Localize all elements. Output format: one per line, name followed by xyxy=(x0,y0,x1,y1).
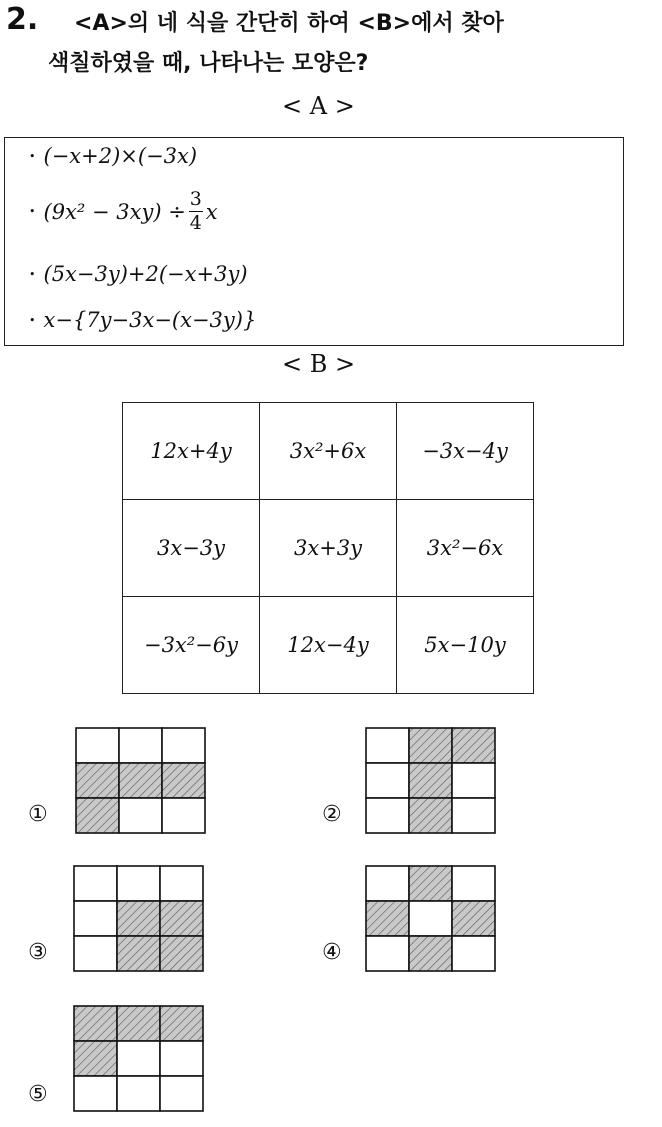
bullet: • xyxy=(29,267,36,281)
shaded-cell xyxy=(452,901,495,936)
shaded-cell xyxy=(452,728,495,763)
blank-cell xyxy=(162,798,205,833)
shaded-cell xyxy=(117,936,160,971)
option-1-label: ① xyxy=(28,802,48,827)
expression-2 xyxy=(29,190,218,233)
shaded-cell xyxy=(366,901,409,936)
bullet: • xyxy=(29,313,36,327)
shaded-cell xyxy=(74,1006,117,1041)
blank-cell xyxy=(366,936,409,971)
grid-cell: −3x−4y xyxy=(397,403,534,500)
grid-cell: 3x²−6x xyxy=(397,500,534,597)
shaded-cell xyxy=(119,763,162,798)
shaded-cell xyxy=(409,728,452,763)
shaded-cell xyxy=(117,1006,160,1041)
blank-cell xyxy=(76,728,119,763)
shaded-cell xyxy=(74,1041,117,1076)
fraction-denominator: 4 xyxy=(189,212,202,234)
grid-row xyxy=(123,500,534,597)
expression-4 xyxy=(29,308,256,332)
fraction xyxy=(189,190,203,233)
expression-2-left: (9x² − 3xy) ÷ xyxy=(43,199,186,224)
shaded-cell xyxy=(160,936,203,971)
blank-cell xyxy=(74,936,117,971)
blank-cell xyxy=(119,798,162,833)
blank-cell xyxy=(366,728,409,763)
blank-cell xyxy=(74,866,117,901)
expression-1 xyxy=(29,144,197,168)
blank-cell xyxy=(160,866,203,901)
blank-cell xyxy=(74,901,117,936)
grid-cell: 3x²+6x xyxy=(260,403,397,500)
expression-3-text: (5x−3y)+2(−x+3y) xyxy=(43,262,248,286)
option-3-label: ③ xyxy=(28,940,48,965)
fraction-numerator: 3 xyxy=(189,188,202,210)
grid-cell: 12x+4y xyxy=(123,403,260,500)
shaded-cell xyxy=(162,763,205,798)
expression-box-a xyxy=(4,137,624,346)
shaded-cell xyxy=(409,866,452,901)
option-5-label: ⑤ xyxy=(28,1082,48,1107)
shaded-cell xyxy=(76,763,119,798)
blank-cell xyxy=(162,728,205,763)
blank-cell xyxy=(117,1076,160,1111)
expression-1-text: (−x+2)×(−3x) xyxy=(43,144,198,168)
expression-4-text: x−{7y−3x−(x−3y)} xyxy=(43,308,257,332)
shaded-cell xyxy=(409,798,452,833)
blank-cell xyxy=(452,763,495,798)
blank-cell xyxy=(366,763,409,798)
option-2-grid xyxy=(364,726,496,836)
blank-cell xyxy=(160,1076,203,1111)
blank-cell xyxy=(452,866,495,901)
option-1-grid xyxy=(74,726,206,836)
blank-cell xyxy=(409,901,452,936)
grid-row xyxy=(123,597,534,694)
shaded-cell xyxy=(409,763,452,798)
option-5-grid xyxy=(72,1004,204,1114)
blank-cell xyxy=(74,1076,117,1111)
blank-cell xyxy=(160,1041,203,1076)
expression-3 xyxy=(29,262,248,286)
label-a: < A > xyxy=(282,92,355,120)
blank-cell xyxy=(366,798,409,833)
blank-cell xyxy=(117,866,160,901)
shaded-cell xyxy=(117,901,160,936)
grid-cell: 12x−4y xyxy=(260,597,397,694)
grid-cell: 3x+3y xyxy=(260,500,397,597)
blank-cell xyxy=(366,866,409,901)
shaded-cell xyxy=(160,1006,203,1041)
grid-cell: 5x−10y xyxy=(397,597,534,694)
bullet: • xyxy=(29,149,36,163)
question-line-2: 색칠하였을 때, 나타나는 모양은? xyxy=(48,51,369,76)
expression-2-right: x xyxy=(205,199,218,224)
question-number: 2. xyxy=(6,2,39,37)
blank-cell xyxy=(452,798,495,833)
grid-cell: −3x²−6y xyxy=(123,597,260,694)
option-4-grid xyxy=(364,864,496,974)
question-line-1: <A>의 네 식을 간단히 하여 <B>에서 찾아 xyxy=(74,11,504,36)
option-3-grid xyxy=(72,864,204,974)
option-2-label: ② xyxy=(322,802,342,827)
blank-cell xyxy=(117,1041,160,1076)
blank-cell xyxy=(119,728,162,763)
shaded-cell xyxy=(409,936,452,971)
label-b: < B > xyxy=(282,350,356,378)
shaded-cell xyxy=(160,901,203,936)
grid-cell: 3x−3y xyxy=(123,500,260,597)
blank-cell xyxy=(452,936,495,971)
grid-row xyxy=(123,403,534,500)
bullet: • xyxy=(29,205,36,218)
option-4-label: ④ xyxy=(322,940,342,965)
shaded-cell xyxy=(76,798,119,833)
grid-b xyxy=(122,402,534,694)
